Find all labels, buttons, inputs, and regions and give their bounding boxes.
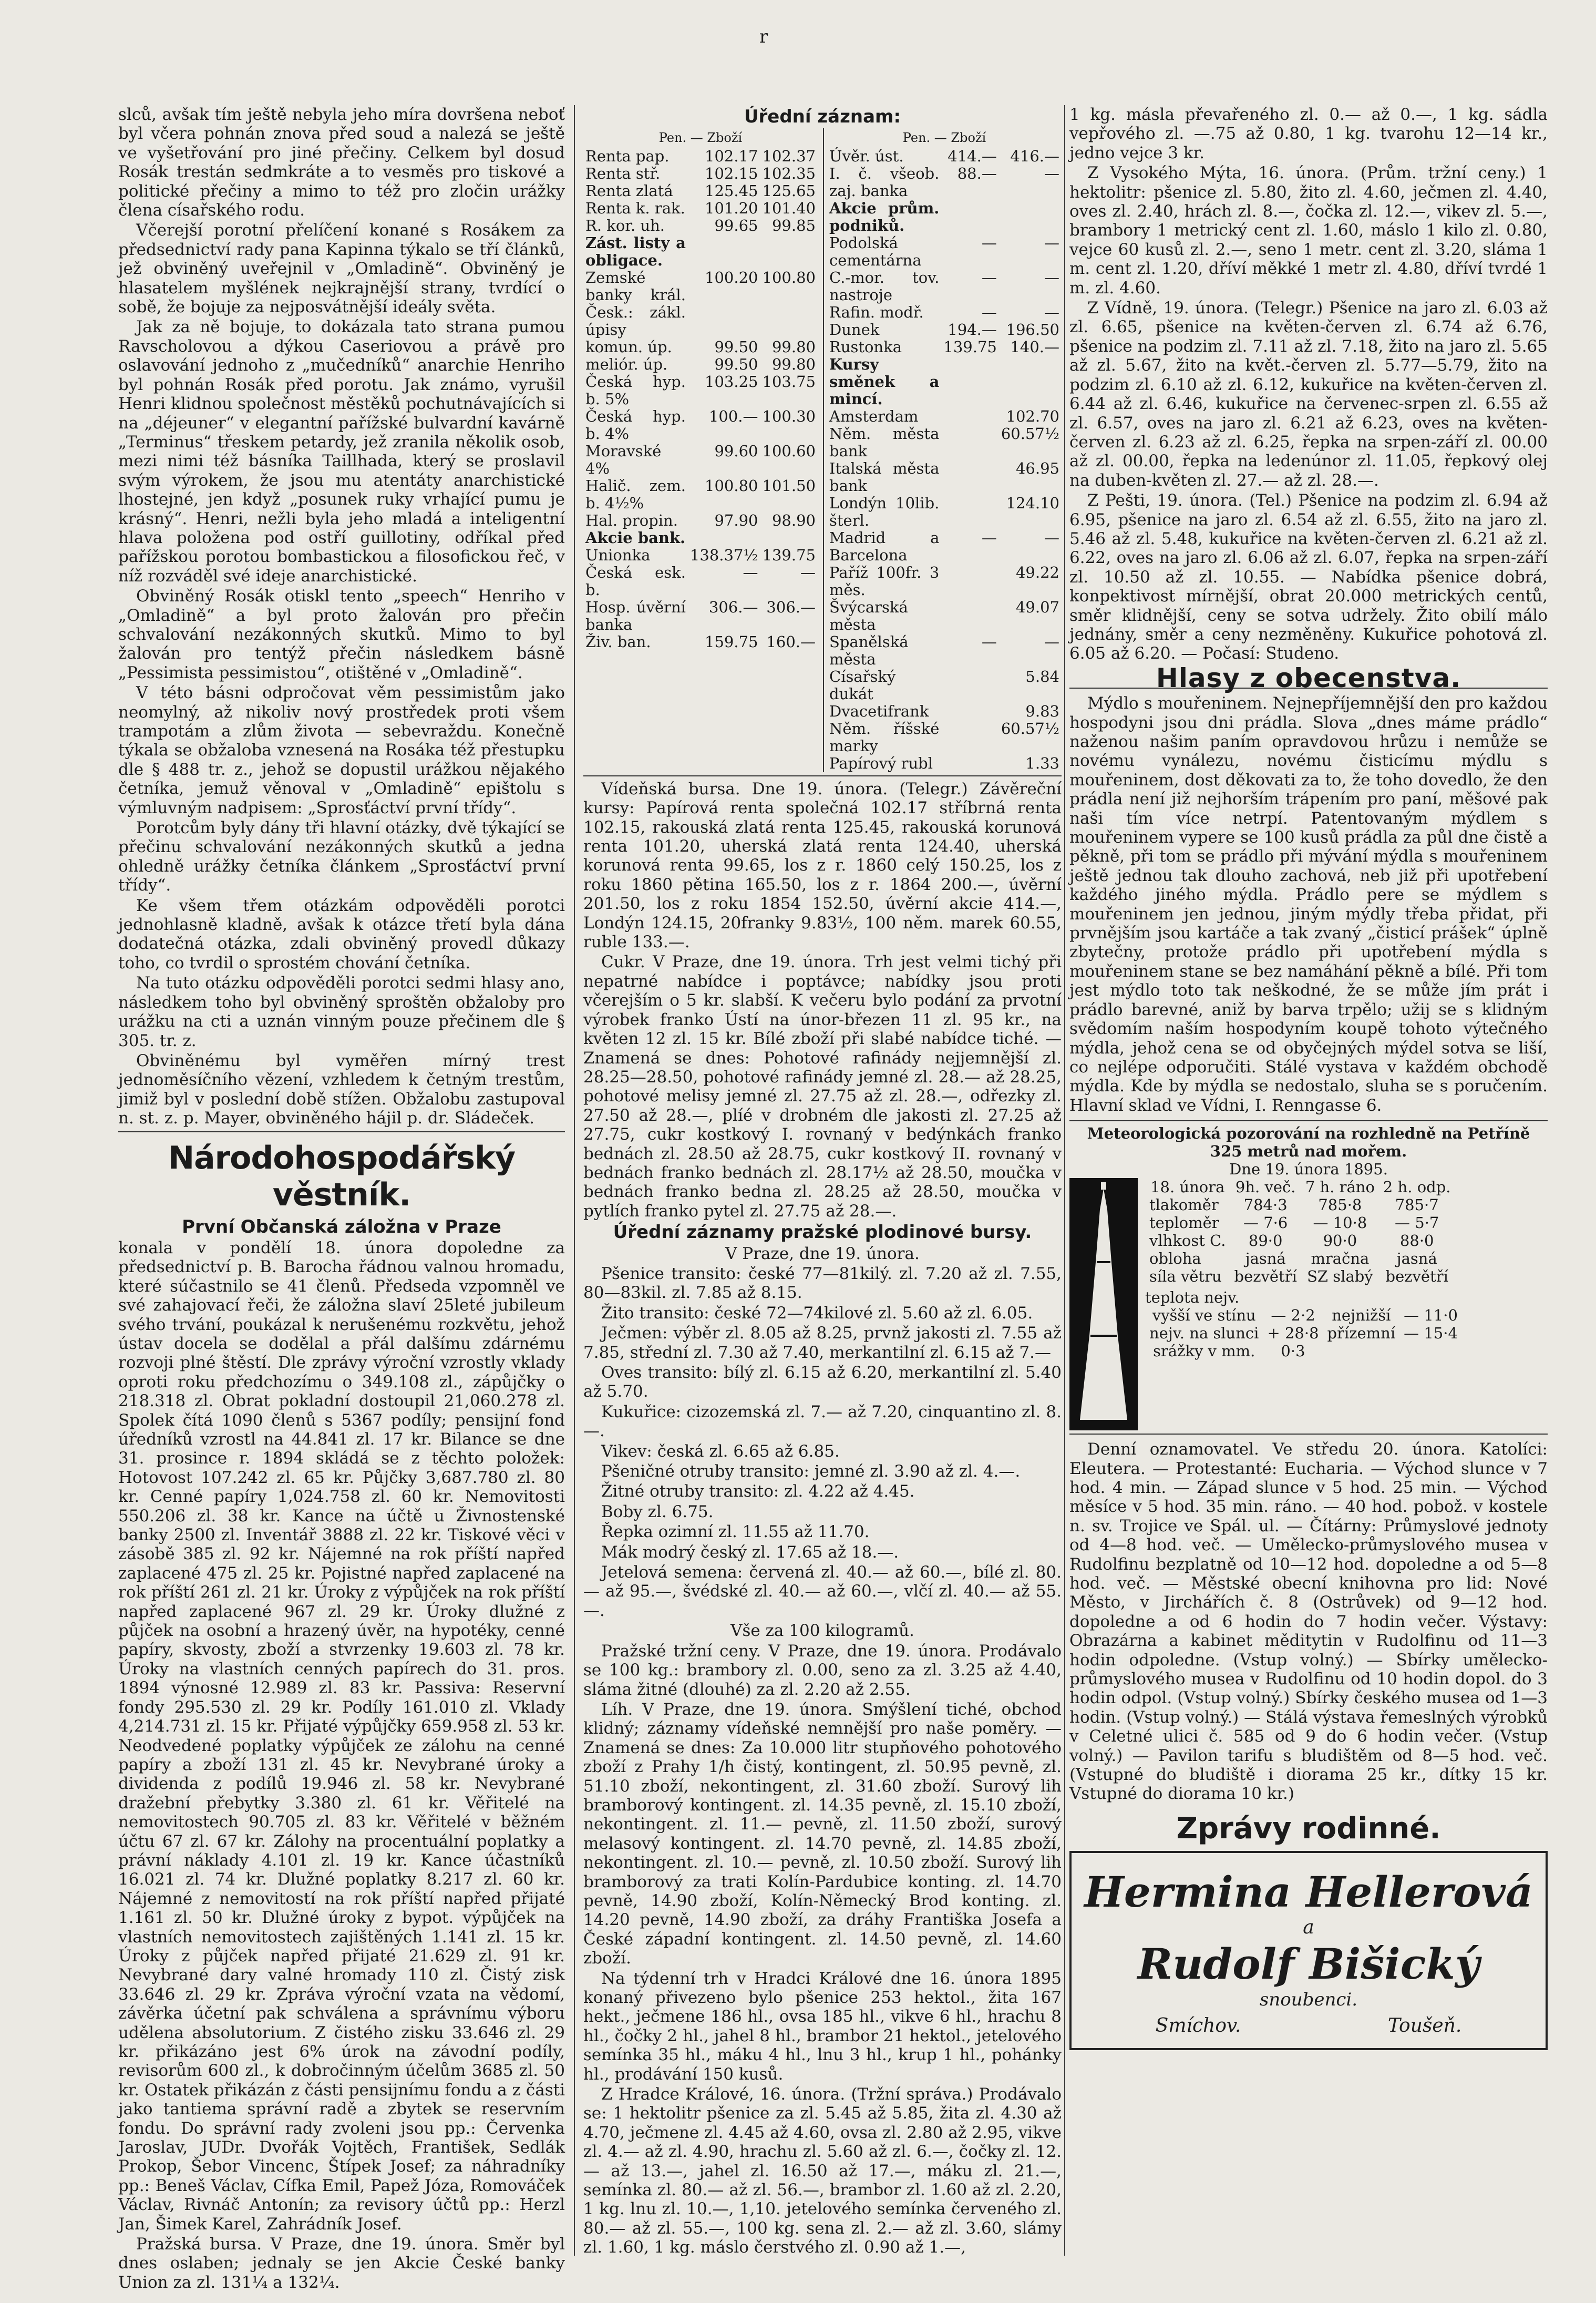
rate-row (827, 720, 1062, 755)
rate-label: Něm. říšské marky (829, 719, 940, 755)
rate-row (583, 408, 818, 443)
rate-value: — (1044, 268, 1059, 286)
rate-row (827, 599, 1062, 633)
rate-value: 99.50 (714, 337, 758, 356)
article-paragraph: Vše za 100 kilogramů. (730, 1621, 914, 1641)
article-paragraph: Včerejší porotní přelíčení konané s Rosákem za předsednictví rady pana Kapinna týkalo se tří článků, jež obviněný uveřejnil v „Omladině“. Obviněný je hlasatelem myšlének nejkrajnější strany, tvrdící o sobě, že bojuje za nejposvátnější ideály světa. (118, 221, 565, 317)
weather-value: 88·0 (1399, 1232, 1434, 1250)
rate-label: Renta zlatá (585, 181, 673, 200)
rate-value: — (981, 303, 997, 321)
article-paragraph: Líh. V Praze, dne 19. února. Smýšlení tiché, obchod klidný; záznamy vídeňské nemnější pro naše poměry. — Znamená se dnes: Za 10.000 litr stupňového pohotového zboží z Prahy 1/h čistý, kontingent, zl. 50.95 pevně, zl. 51.10 zboží, nekontingent, zl. 31.60 zboží. Surový lih bramborový kontingent. zl. 14.35 pevně, zl. 15.10 zboží, nekontingent. zl. 11.— pevně, zl. 11.50 zboží, surový melasový kontingent. zl. 14.70 pevně, zl. 14.85 zboží, nekontingent. zl. 10.— pevně, zl. 10.50 zboží. Surový lih bramborový za trati Kolín-Pardubice konting. zl. 14.70 pevně, 14.90 zboží, Kolín-Německý Brod konting. zl. 14.20 pevně, 14.90 zboží, za dráhy Františka Josefa a České západní kontingent. zl. 14.50 pevně, zl. 14.60 zboží. (583, 1700, 1062, 1968)
weather-row (1145, 1232, 1455, 1250)
rate-row (827, 529, 1062, 564)
article-paragraph: V této básni odpročovat věm pessimistům jako neomylný, až nikoliv nový prostředek proti všem trampotám a zlům života — sebevraždu. Konečně týkala se obžaloba vznesená na Rosáka též přestupku dle § 488 tr. z., jehož se dopustil urážkou nějakého četníka, jemuž věnoval v „Omladině“ epištolu s výmluvným nadpisem: „Sprosťáctví první třídy“. (118, 683, 565, 817)
rate-label: Dunek (829, 320, 880, 339)
rate-value: 100.20 (705, 268, 758, 286)
rate-label: Hosp. úvěrní banka (585, 598, 686, 633)
temperature-cell: přízemní (1327, 1324, 1396, 1343)
column-rule (574, 105, 575, 2256)
rate-row (827, 269, 1062, 304)
rate-value: — (1044, 233, 1059, 252)
rate-label: Renta pap. (585, 147, 670, 165)
article-paragraph: Porotcům byly dány tři hlavní otázky, dvě týkající se přečinu schvalování nezákonných skutků a jedna ohledně urážky četníka článkem „Sprosťáctví první třídy“. (118, 818, 565, 895)
temperature-table (1145, 1306, 1462, 1360)
rate-value (688, 529, 760, 547)
article-paragraph: Pšeničné otruby transito: jemné zl. 3.90 až zl. 4.—. (601, 1462, 1021, 1481)
rate-row (583, 234, 818, 269)
rate-row (583, 165, 818, 182)
rate-value: 99.80 (771, 337, 816, 356)
weather-label: síla větru (1149, 1267, 1222, 1286)
rate-value: 139.75 (762, 546, 816, 564)
rate-row (827, 304, 1062, 321)
rate-value: 103.75 (762, 372, 816, 391)
article-paragraph: Jak za ně bojuje, to dokázala tato strana pumou Ravscholovou a dýkou Caseriovou a právě pro oslavování jednoho z „mučedníků“ anarchie Henriho byl pohnán Rosák před porotu. Jak známo, vyrušil Henri klidnou společnost městěků pochutnávajících si na „déjeuner“ v elegantní pařížské bulvardní kavárně „Terminus“ třeskem petardy, jež zranila několik osob, mezi nimi též básníka Taillhada, který se proslavil svým výrokem, že jsou mu atentáty anarchistické lhostejné, jen když „posunek ruky vrhající pumu je krásný“. Henri, nežli byla jeho mladá a inteligentní hlava položena pod ostří guillotiny, odříkal před pařížskou porotou bombastickou a filosofickou řeč, v níž rozváděl své ideje anarchistické. (118, 318, 565, 586)
rate-label: Zemské banky král. Česk.: zákl. úpisy (585, 268, 686, 339)
weather-row (1145, 1250, 1455, 1267)
weather-label: teploměr (1149, 1214, 1219, 1232)
weather-col-header: 2 h. odp. (1383, 1178, 1451, 1196)
temperature-cell: vyšší ve stínu (1152, 1306, 1256, 1325)
rate-row (827, 148, 1062, 165)
weather-value: jasná (1396, 1250, 1437, 1268)
notice-place-groom: Toušeň. (1387, 2015, 1462, 2037)
article-paragraph: konala v pondělí 18. února dopoledne za předsednictví p. B. Barocha řádnou valnou hromadu, které súčastnilo se 41 členů. Předseda vzpomněl ve své zahajovací řeči, že záložna slaví 25leté jubileum svého trvání, poukázal k nerušenému rozkvětu, jehož ústav docela se dodělal a přál dalšímu zdárnému rozvoji plné štěstí. Dle zprávy výroční vzrostly vklady oproti roku předchozímu o 349.108 zl., zápůjčky o 218.318 zl. Obrat pokladní dostoupil 21,060.278 zl. Spolek čítá 1090 členů s 5367 podíly; pensijní fond úředníků vzrostl na 44.841 zl. 17 kr. Bilance se dne 31. prosince r. 1894 skládá se z těchto položek: Hotovost 107.242 zl. 65 kr. Půjčky 3,687.780 zl. 80 kr. Cenné papíry 1,024.758 zl. 60 kr. Nemovitosti 550.206 zl. 38 kr. Kance na účtě u Živnostenské banky 2500 zl. Inventář 3888 zl. 22 kr. Tiskové věci v zásobě 385 zl. 92 kr. Nájemné na rok příští napřed zaplacené 475 zl. 25 kr. Pojistné napřed zaplacené na rok příští 261 zl. 21 kr. Úroky z výpůjček na rok příští napřed zaplacené 967 zl. 29 kr. Úroky dlužné z půjček na osobní a hrazený úvěr, na hypotéky, cenné papíry, skvosty, zboží a stvrzenky 19.603 zl. 78 kr. Úroky na vlastních cenných papírech do 31. pros. 1894 výnosné 12.989 zl. 83 kr. Passiva: Reservní fondy 295.530 zl. 29 kr. Podíly 161.010 zl. Vklady 4,214.731 zl. 15 kr. Přijaté výpůjčky 659.958 zl. 53 kr. Neodvedené poplatky výpůjček ze zálohu na cenné papíry a zboží 131 zl. 45 kr. Nevybrané úroky a dividenda z podílů 19.946 zl. 58 kr. Nevybrané dražební přebytky 3.380 zl. 61 kr. Věřitelé na nemovitostech 90.705 zl. 83 kr. Věřitelé v běžném účtu 67 zl. 67 kr. Zálohy na procentuální poplatky a právní náklady 4.101 zl. 19 kr. Kance účastníků 16.021 zl. 74 kr. Dlužné poplatky 8.217 zl. 60 kr. Nájemné z nemovitostí na rok příští napřed přijaté 1.161 zl. 50 kr. Dlužné úroky z bypot. výpůjček na vlastních nemovitostech zajištěných 1.141 zl. 15 kr. Úroky z půjček napřed přijaté 21.629 zl. 91 kr. Nevybrané dary valné hromady 110 zl. Čistý zisk 33.646 zl. 29 kr. Zpráva výroční vzata na vědomí, závěrka účetní pak schválena a správnímu výboru udělena absolutorium. Z čistého zisku 33.646 zl. 29 kr. přikázáno jest 6% úrok na závodní podíly, revisorům 600 zl., k dobročinným účelům 3685 zl. 50 kr. Ostatek přikázán z části pensijnímu fondu a z části jako tantiema správní radě a zbytek se reservním fondu. Do správní rady zvoleni jsou pp.: Červenka Jaroslav, JUDr. Dvořák Vojtěch, František, Sedlák Prokop, Šebor Vincenc, Štípek Josef; za náhradníky pp.: Beneš Václav, Cífka Emil, Papež Józa, Romováček Václav, Rivnáč Antonín; za revisory účtů pp.: Herzl Jan, Šimek Karel, Zahrádník Josef. (118, 1238, 565, 2234)
section-heading-family: Zprávy rodinné. (1176, 1811, 1441, 1846)
article-paragraph: Z Pešti, 19. února. (Tel.) Pšenice na podzim zl. 6.94 až 6.95, pšenice na jaro zl. 6.54 až zl. 6.55, žito na jaro zl. 5.46 až zl. 5.48, kukuřice na květen-červen zl. 6.21 až zl. 6.22, oves na jaro zl. 6.06 až zl. 6.07, řepka na srpen-září zl. 10.50 až zl. 10.55. — Nabídka pšenice dobrá, konpektivost mírnější, obrat 20.000 metrických centů, směr klidnější, ceny se sotva udržely. Žito obilí málo jednány, směr a ceny nezměněny. Kukuřice pohotová zl. 6.05 až 6.20. — Počasí: Studeno. (1069, 491, 1548, 663)
rate-label: Amsterdam (829, 407, 919, 425)
rates-left (583, 128, 818, 772)
rate-row (827, 633, 1062, 668)
rate-value (941, 703, 998, 720)
article-paragraph: Vídeňská bursa. Dne 19. února. (Telegr.) Závěreční kursy: Papírová renta společná 102.17 stříbrná renta 102.15, rakouská zlatá renta 125.45, rakouská korunová renta 101.20, uherská zlatá renta 124.40, uherská korunová renta 99.65, los z r. 1860 celý 150.25, los z roku 1860 pětina 165.50, los z r. 1864 200.—, úvěrní 201.50, los z roku 1854 152.50, úvěrní akcie 414.—, Londýn 124.15, 20franky 9.83½, 100 něm. marek 60.55, ruble 133.—. (583, 779, 1062, 952)
rate-value (941, 755, 998, 772)
section-heading-national: Národohospodářský věstník. (168, 1139, 516, 1213)
rate-label: Renta k. rak. (585, 199, 685, 217)
rate-value: 60.57½ (1001, 719, 1059, 738)
rate-label: Česká hyp. b. 5% (585, 372, 686, 408)
rate-row (583, 217, 818, 234)
rate-value: 102.15 (705, 164, 758, 182)
rate-value: 138.37½ (689, 546, 758, 564)
rate-label: Něm. města bank (829, 424, 940, 460)
article-paragraph: Z Vídně, 19. února. (Telegr.) Pšenice na jaro zl. 6.03 až zl. 6.65, pšenice na květen-červen zl. 6.74 až 6.76, pšenice na podzim zl. 7.11 až zl. 7.18, žito na jaro zl. 5.65 až zl. 5.67, žito na květ.-červen zl. 5.77—5.79, žito na podzim zl. 6.10 až zl. 6.12, kukuřice na květen-červen zl. 6.44 až zl. 6.46, kukuřice na červenec-srpen zl. 6.55 až zl. 6.57, oves na jaro zl. 6.21 až 6.23, oves na květen-červen zl. 6.23 až zl. 6.25, řepka na srpen-září zl. 00.00 až zl. 00.00, řepka na ledenúnor zl. 11.05, řepkový olej na duben-květen zl. 27.— až zl. 28.—. (1069, 299, 1548, 490)
weather-value: — 5·7 (1395, 1214, 1439, 1232)
divider (118, 1131, 565, 1132)
weather-row (1145, 1196, 1455, 1214)
article-paragraph: Denní oznamovatel. Ve středu 20. února. Katolíci: Eleutera. — Protestanté: Eucharia. — Východ slunce v 7 hod. 4 min. — Západ slunce v 5 hod. 25 min. — Východ měsíce v 5 hod. 35 min. ráno. — 40 hod. pobož. v kostele n. sv. Trojice ve Spál. ul. — Čítárny: Průmyslové jednoty od 4—8 hod. več. — Umělecko-průmyslového musea v Rudolfinu bezplatně od 10—12 hod. dopoledne a od 5—8 hod. več. — Městské obecní knihovna pro lid: Nové Město, v Jirchářích č. 8 (Ostrůvek) od 9—12 hod. dopoledne a od 6 hodin do 7 hodin večer. Výstavy: Obrazárna a kabinet měditytin v Rudolfinu od 11—3 hodin odpoledne. (Vstup volný.) — Sbírky umělecko-průmyslového musea v Rudolfinu od 10 hodin dopol. do 3 hodin odpol. (Vstup volný.) Sbírky českého musea od 1—3 hodin. (Vstup volný.) — Stálá výstava řemeslných výrobků v Celetné ulici č. 585 od 9 do 6 hodin večer. (Vstup volný.) — Pavilon tarifu s bludištěm od 8—5 hod. več. (Vstupné do bludiště i diorama 25 kr., dítky 15 kr. Vstupné do diorama 10 kr.) (1069, 1440, 1548, 1804)
temperature-title: teplota nejv. (1145, 1288, 1240, 1307)
rate-row (827, 755, 1062, 772)
rate-value (941, 668, 998, 703)
article-paragraph: Oves transito: bílý zl. 6.15 až 6.20, merkantilní zl. 5.40 až 5.70. (583, 1363, 1062, 1401)
rate-value (941, 495, 998, 529)
rate-value: 9.83 (1025, 702, 1059, 720)
rate-label: meliór. úp. (585, 355, 668, 373)
weather-value: — 7·6 (1243, 1214, 1288, 1232)
weather-value: 785·7 (1395, 1196, 1439, 1214)
rate-row (583, 633, 818, 651)
rate-value: 99.60 (714, 442, 758, 460)
rate-value: 97.90 (714, 511, 758, 529)
rate-row (583, 529, 818, 547)
rate-row (827, 703, 1062, 720)
rate-value: 5.84 (1025, 667, 1059, 685)
rate-value: 101.40 (762, 199, 816, 217)
subheading-zalozna: První Občanská záložna v Praze (182, 1216, 501, 1237)
article-paragraph: Obviněný Rosák otiskl tento „speech“ Henriho v „Omladině“ a byl proto žalován pro přečin schvalování nezákonných skutků. Mimo to byl žalován pro tentýž přečin následkem básně „Pessimista pessimistou“, otištěné v „Omladině“. (118, 587, 565, 682)
rate-label: Akcie bank. (585, 528, 686, 547)
article-paragraph: 1 kg. másla převařeného zl. 0.— až 0.—, 1 kg. sádla vepřového zl. —.75 až 0.80, 1 kg. tvarohu 12—14 kr., jedno vejce 3 kr. (1069, 105, 1548, 162)
rate-value: 160.— (766, 632, 816, 651)
rate-value (941, 720, 998, 755)
rate-row (827, 425, 1062, 460)
weather-report (1069, 1120, 1548, 1435)
page-mark: r (759, 26, 768, 47)
rate-value: 60.57½ (1001, 424, 1059, 443)
rate-value: 49.22 (1015, 563, 1059, 581)
notice-places (1082, 2017, 1535, 2035)
notice-name-bride: Hermina Hellerová (1084, 1867, 1533, 1917)
rate-label: komun. úp. (585, 337, 672, 356)
rate-value (941, 200, 998, 234)
article-paragraph: Boby zl. 6.75. (601, 1502, 714, 1521)
rate-value: 414.— (948, 147, 997, 165)
rate-label: Halič. zem. b. 4½% (585, 476, 686, 512)
rate-label: Podolská cementárna (829, 233, 922, 269)
temperature-row (1145, 1324, 1462, 1342)
rate-value: 306.— (766, 598, 816, 616)
rate-value: — (1044, 632, 1059, 651)
weather-value: bezvětří (1385, 1267, 1448, 1286)
rate-label: Madrid a Barcelona (829, 528, 940, 564)
rate-row (827, 356, 1062, 408)
rate-row (583, 512, 818, 529)
rate-row (827, 234, 1062, 269)
rate-value (941, 356, 998, 408)
rate-value: 140.— (1010, 337, 1059, 356)
temperature-cell: — 15·4 (1404, 1324, 1458, 1343)
rate-row (827, 668, 1062, 703)
weather-col-header: 9h. več. (1235, 1178, 1296, 1196)
rate-label: Kursy směnek a mincí. (829, 355, 940, 408)
rate-value: 125.65 (762, 181, 816, 200)
rate-label: Spanělská města (829, 632, 909, 668)
rate-label: Rustonka (829, 337, 902, 356)
temperature-cell: — 11·0 (1404, 1306, 1458, 1325)
weather-row (1145, 1267, 1455, 1285)
engagement-notice (1069, 1851, 1548, 2050)
temperature-cell: nejnižší (1332, 1306, 1391, 1325)
article-paragraph: Vikev: česká zl. 6.65 až 6.85. (601, 1441, 840, 1461)
article-paragraph: Na tuto otázku odpověděli porotci sedmi hlasy ano, následkem toho byl obviněný sproštěn obžaloby pro urážku na cti a uznán vinným pouze přečinem dle § 305. tr. z. (118, 974, 565, 1050)
rate-value: 49.07 (1015, 598, 1059, 616)
article-paragraph: Řepka ozimní zl. 11.55 až 11.70. (601, 1522, 870, 1542)
rate-label: Rafin. modř. (829, 303, 924, 321)
rate-value (941, 425, 998, 460)
rate-label: Moravské 4% (585, 442, 662, 477)
temperature-cell: — 2·2 (1271, 1306, 1315, 1325)
rate-row (583, 182, 818, 200)
weather-label: vlhkost C. (1149, 1232, 1226, 1250)
article-paragraph: Žitné otruby transito: zl. 4.22 až 4.45. (601, 1482, 915, 1501)
weather-value: mračna (1311, 1250, 1370, 1268)
rate-value: 194.— (948, 320, 997, 339)
rate-label: Česká hyp. b. 4% (585, 407, 686, 443)
rate-value: — (800, 563, 816, 581)
temperature-cell: srážky v mm. (1153, 1342, 1255, 1360)
rate-label: Papírový rubl (829, 754, 933, 772)
column-rule (1064, 105, 1065, 2256)
weather-label: tlakoměr (1149, 1196, 1219, 1214)
rate-value: 100.80 (705, 476, 758, 495)
rate-value: 159.75 (705, 632, 758, 651)
rate-label: Česká esk. b. (585, 563, 686, 599)
article-paragraph: Obviněnému byl vyměřen mírný trest jednoměsíčního vězení, vzhledem k četným trestům, jimiž byl v poslední době stížen. Obžalobu zastupoval n. st. z. p. Mayer, obviněného hájil p. dr. Sládeček. (118, 1051, 565, 1128)
rate-label: Unionka (585, 546, 651, 564)
article-paragraph: Pražské tržní ceny. V Praze, dne 19. února. Prodávalo se 100 kg.: brambory zl. 0.00, seno za zl. 3.25 až 4.40, sláma žitné (dlouhé) za zl. 2.20 až 2.55. (583, 1641, 1062, 1699)
rate-value (941, 460, 998, 495)
rates-col-header: Pen. — Zboží (658, 130, 743, 146)
rate-value: 99.80 (771, 355, 816, 373)
rate-row (583, 564, 818, 599)
rate-row (827, 321, 1062, 339)
rate-value (941, 599, 998, 633)
rate-value: — (1044, 528, 1059, 547)
weather-value: 89·0 (1248, 1232, 1283, 1250)
rate-row (583, 356, 818, 373)
weather-value: 785·8 (1318, 1196, 1362, 1214)
weather-value: 90·0 (1323, 1232, 1357, 1250)
rate-value: 102.35 (762, 164, 816, 182)
rate-label: Londýn 10lib. šterl. (829, 494, 940, 529)
weather-value: bezvětří (1234, 1267, 1297, 1286)
article-paragraph: Mák modrý český zl. 17.65 až 18.—. (601, 1542, 899, 1562)
weather-value: — 10·8 (1313, 1214, 1367, 1232)
rate-value: 99.65 (714, 216, 758, 234)
article-paragraph: Pražská bursa. V Praze, dne 19. února. Směr byl dnes oslaben; jednaly se jen Akcie České banky Union za zl. 131¼ a 132¼. (118, 2235, 565, 2292)
temperature-cell: + 28·8 (1267, 1324, 1319, 1343)
article-paragraph: Na týdenní trh v Hradci Králové dne 16. února 1895 konaný přivezeno bylo pšenice 253 hektol., žita 167 hekt., ječmene 186 hl., ovsa 185 hl., vikve 6 hl., hrachu 8 hl., čočky 2 hl., jahel 8 hl., brambor 21 hektol., jetelového semínka 35 hl., máku 4 hl., lnu 3 hl., krup 1 hl., pohánky hl., prodávání 150 kusů. (583, 1969, 1062, 2084)
weather-col-header: 7 h. ráno (1305, 1178, 1375, 1196)
rate-value: — (981, 632, 997, 651)
notice-subtitle: snoubenci. (1259, 1989, 1358, 2010)
rate-value: — (981, 233, 997, 252)
article-paragraph: Kukuřice: cizozemská zl. 7.— až 7.20, cinquantino zl. 8.—. (583, 1402, 1062, 1441)
rate-value: 100.80 (762, 268, 816, 286)
rate-value: 102.37 (762, 147, 816, 165)
subheading-plodiny: Úřední záznamy pražské plodinové bursy. (613, 1222, 1032, 1243)
section-heading-hlasy: Hlasy z obecenstva. (1069, 669, 1548, 689)
rate-value (999, 356, 1062, 408)
article-paragraph: Z Vysokého Mýta, 16. února. (Prům. tržní ceny.) 1 hektolitr: pšenice zl. 5.80, žito zl. 4.60, ječmen zl. 4.40, oves zl. 2.40, hrách zl. 8.—, čočka zl. 12.—, vikev zl. 5.—, brambory 1 metrický cent zl. 1.60, máslo 1 kilo zl. 0.80, vejce 60 kusů zl. 2.—, seno 1 metr. cent zl. 3.20, sláma 1 m. cent zl. 1.20, dříví měkké 1 metr zl. 4.80, dříví tvrdé 1 m. zl. 4.60. (1069, 163, 1548, 298)
rate-row (583, 477, 818, 512)
petrin-tower-icon (1069, 1178, 1138, 1430)
rate-value: — (743, 563, 758, 581)
rate-label: Hal. propin. (585, 511, 678, 529)
rates-table-right (827, 148, 1062, 772)
rate-row (583, 339, 818, 356)
weather-title: Meteorologická pozorování na rozhledně na Petříně 325 metrů nad mořem. (1087, 1124, 1530, 1161)
rate-value: 1.33 (1025, 754, 1059, 772)
rate-value: — (1044, 303, 1059, 321)
rate-label: Zást. listy a obligace. (585, 233, 686, 269)
rate-value: 196.50 (1006, 320, 1059, 339)
rate-row (583, 547, 818, 564)
rate-label: Italská města bank (829, 459, 940, 495)
rate-label: I. č. všeob. zaj. banka (829, 164, 940, 200)
rate-row (583, 373, 818, 408)
column-left (118, 105, 565, 2292)
divider (583, 775, 1062, 776)
rates-col-header: Pen. — Zboží (902, 130, 986, 146)
weather-header-row (1145, 1178, 1455, 1196)
notice-place-bride: Smíchov. (1155, 2015, 1241, 2037)
temperature-row (1145, 1342, 1462, 1360)
notice-name-groom: Rudolf Bišický (1137, 1939, 1480, 1989)
weather-row (1145, 1214, 1455, 1232)
rate-row (827, 495, 1062, 529)
rate-value: 88.— (957, 164, 997, 182)
article-paragraph: Mýdlo s mouřeninem. Nejnepříjemnější den pro každou hospodyni jsou dni prádla. Slova „dnes máme prádlo“ naženou našim paním opravdovou hrůzu i nemůže se novému vynálezu, novému čisticímu mýdlu s mouřeninem, dost děkovati za to, že toho dovedlo, že den prádla není již nejhorším trápením pro paní, měšové pak naši tím více netrpí. Patentovaným mýdlem s mouřeninem vypere se 100 kusů prádla za půl dne čistě a pěkně, při tom se prádlo při mývání mýdla s mouřeninem ještě jednou tak dlouho zachová, neb již při upotřebení každého jiného mýdla. Prádlo pere se mýdlem s mouřeninem jen jednou, jiným mýdly třeba přidat, při prvnějším jsou kartáče a tak zvaný „čisticí prášek“ úplně zbytečny, protože prádlo při upotřebení mýdla s mouřeninem stane se bez namáhání pěkně a bílé. Při tom jest mýdlo toto tak neškodné, že se může jím prát i prádlo barevné, aniž by barva trpělo; užij se s klidným svědomím naším hospodyním koupě tohoto výtečného mýdla, jehož cena se od obyčejných mýdel sotva se liší, co nejlépe odporučiti. Stálé vystava v každém obchodě mýdla. Kde by mýdla se nedostalo, sluha se s poručením. Hlavní sklad ve Vídni, I. Renngasse 6. (1069, 694, 1548, 1115)
weather-sub-date: 18. února (1150, 1178, 1225, 1196)
rate-value: 101.50 (762, 476, 816, 495)
rate-value: 125.45 (705, 181, 758, 200)
rate-row (827, 408, 1062, 425)
rate-value: 100.— (708, 407, 758, 425)
article-paragraph: V Praze, dne 19. února. (725, 1244, 920, 1263)
weather-body (1069, 1178, 1548, 1430)
rate-value: 139.75 (943, 337, 997, 356)
section-heading-official: Úřední záznam: (744, 106, 901, 127)
rate-value: — (981, 528, 997, 547)
weather-label: obloha (1149, 1250, 1201, 1268)
rate-value (941, 408, 998, 425)
rate-label: Císařský dukát (829, 667, 896, 703)
temperature-cell (1323, 1342, 1400, 1360)
temperature-row (1145, 1306, 1462, 1324)
rate-value (760, 234, 818, 269)
rate-value: — (1044, 164, 1059, 182)
rate-value: 100.60 (762, 442, 816, 460)
weather-data (1145, 1178, 1548, 1360)
rate-value (688, 234, 760, 269)
rate-value: 46.95 (1015, 459, 1059, 477)
article-paragraph: Ječmen: výběr zl. 8.05 až 8.25, prvnž jakosti zl. 7.55 až 7.85, střední zl. 7.30 až 7.40, merkantilní zl. 6.15 až 7.— (583, 1324, 1062, 1362)
notice-conjunction: a (1303, 1917, 1314, 1939)
rate-value: 124.10 (1006, 494, 1059, 512)
article-paragraph: Jetelová semena: červená zl. 40.— až 60.—, bílé zl. 80.— až 95.—, švédské zl. 40.— až 60.—, vlčí zl. 40.— až 55.—. (583, 1563, 1062, 1620)
rate-row (827, 460, 1062, 495)
rate-label: Dvacetifrank (829, 702, 929, 720)
weather-value: jasná (1245, 1250, 1286, 1268)
column-right (1069, 105, 1548, 2261)
rate-value: 103.25 (705, 372, 758, 391)
rate-value: 99.50 (714, 355, 758, 373)
rate-value (760, 529, 818, 547)
temperature-cell (1399, 1342, 1462, 1360)
rate-value: 102.17 (705, 147, 758, 165)
rate-row (583, 269, 818, 339)
article-paragraph: Z Hradce Králové, 16. února. (Tržní správa.) Prodávalo se: 1 hektolitr pšenice za zl. 5.45 až 5.85, žita zl. 4.30 až 4.70, ječmene zl. 4.45 až 4.60, ovsa zl. 2.80 až 2.95, vikve zl. 4.— až zl. 4.90, hrachu zl. 5.60 až zl. 6.—, čočky zl. 12.— až 13.—, jahel zl. 16.50 až 17.—, máku zl. 21.—, semínka zl. 80.— až zl. 56.—, brambor zl. 1.60 až zl. 2.20, 1 kg. lnu zl. 10.—, 1,10. jetelového semínka červeného zl. 80.— až zl. 55.—, 100 kg. sena zl. 2.— až zl. 3.60, slámy zl. 1.60, 1 kg. máslo čerstvého zl. 0.90 až 1.—, (583, 2085, 1062, 2257)
rate-row (827, 165, 1062, 200)
rate-value: 99.85 (771, 216, 816, 234)
rate-value: 98.90 (771, 511, 816, 529)
rate-label: Švýcarská města (829, 598, 908, 633)
rate-row (583, 443, 818, 477)
rate-row (583, 599, 818, 633)
rate-label: Akcie prům. podniků. (829, 199, 940, 234)
temperature-cell: nejv. na slunci (1149, 1324, 1259, 1343)
rate-value (941, 564, 998, 599)
rate-row (583, 200, 818, 217)
rate-value: 102.70 (1006, 407, 1059, 425)
weather-value: 784·3 (1243, 1196, 1288, 1214)
weather-date: Dne 19. února 1895. (1229, 1160, 1388, 1179)
rates-block (583, 128, 1062, 772)
rate-label: Živ. ban. (585, 632, 651, 651)
rate-value (999, 200, 1062, 234)
rate-label: Renta stř. (585, 164, 661, 182)
rates-table-left (583, 148, 818, 651)
weather-value: SZ slabý (1307, 1267, 1373, 1286)
rate-row (827, 200, 1062, 234)
rate-row (583, 148, 818, 165)
rate-value: — (981, 268, 997, 286)
rate-row (827, 564, 1062, 599)
rate-value: 100.30 (762, 407, 816, 425)
rate-label: Úvěr. úst. (829, 147, 904, 165)
rate-label: R. kor. uh. (585, 216, 665, 234)
rate-value: 416.— (1010, 147, 1059, 165)
weather-table (1145, 1178, 1455, 1285)
temperature-cell: 0·3 (1281, 1342, 1305, 1360)
rate-row (827, 339, 1062, 356)
rate-label: C.-mor. tov. nastroje (829, 268, 940, 304)
column-middle (583, 105, 1062, 2261)
rate-value: 101.20 (705, 199, 758, 217)
article-paragraph: Pšenice transito: české 77—81kilý. zl. 7.20 až zl. 7.55, 80—83kil. zl. 7.85 až 8.15. (583, 1264, 1062, 1303)
rate-value: 306.— (708, 598, 758, 616)
rate-label: Paříž 100fr. 3 měs. (829, 563, 940, 599)
article-paragraph: slců, avšak tím ještě nebyla jeho míra dovršena neboť byl včera pohnán znova před soud a nalezá se ještě ve vyšetřování pro jiné přečiny. Celkem byl dosud Rosák trestán sedmkráte a to vesměs pro tiskové a politické přečiny a mimo to též pro zločin urážky člena císařského rodu. (118, 105, 565, 220)
article-paragraph: Ke všem třem otázkám odpověděli porotci jednohlasně kladně, avšak k otázce třetí byla dána dodatečná otázka, zdali obviněný provedl důkazy toho, co tvrdil o sprostém chování četníka. (118, 896, 565, 973)
rates-right (823, 128, 1062, 772)
article-paragraph: Cukr. V Praze, dne 19. února. Trh jest velmi tichý při nepatrné nabídce i poptávce; nabídky jsou proti včerejším o 5 kr. slabší. K večeru bylo podání za prvotní výrobek franko Ústí na únor-březen 11 zl. 95 kr., na květen 12 zl. 15 kr. Bílé zboží při slabé nabídce tiché. — Znamená se dnes: Pohotové rafinády nejjemnější zl. 28.25—28.50, pohotové rafinády jemné zl. 28.— až 28.25, pohotové melisy jemné zl. 27.75 až zl. 28.—, odřezky zl. 27.50 až 28.—, plíé v drobném dle jakosti zl. 27.25 až 27.75, cukr kostkový I. rovnaný v bedýnkách franko bednách zl. 28.50 až 28.75, cukr kostkový II. rovnaný v bednách franko bednách zl. 28.17½ až 28.50, moučka v bednách franko bedna zl. 28.25 až 28.50, moučka v pytlích franko pytel zl. 27.75 až 28.—. (583, 953, 1062, 1221)
article-paragraph: Žito transito: české 72—74kilové zl. 5.60 až zl. 6.05. (601, 1303, 1033, 1323)
